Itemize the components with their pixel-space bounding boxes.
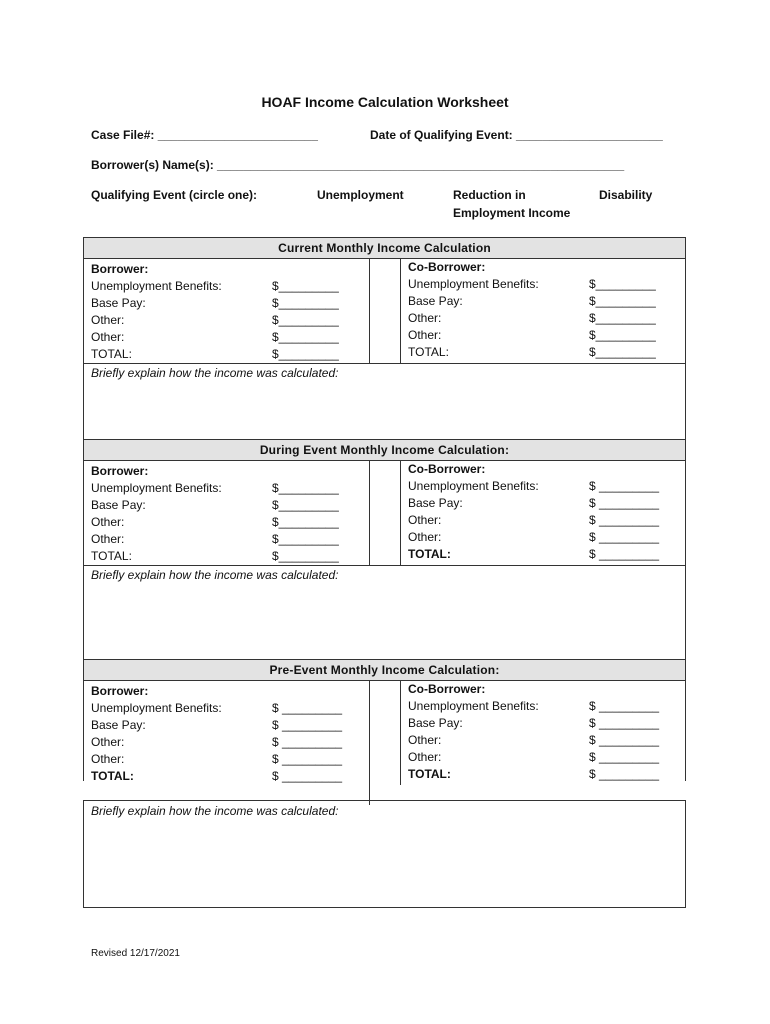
row-label: Other: <box>408 328 442 342</box>
pre-event-explanation-box <box>83 800 686 908</box>
income-columns <box>84 259 685 364</box>
amount-field[interactable]: $ _________ <box>589 513 660 527</box>
row-label: Unemployment Benefits: <box>91 701 222 715</box>
option-reduction-line1[interactable]: Reduction in <box>453 188 526 202</box>
row-label: Unemployment Benefits: <box>91 279 222 293</box>
column-divider <box>400 461 401 565</box>
borrower-title: Borrower: <box>91 464 149 478</box>
row-label: Base Pay: <box>408 496 463 510</box>
row-label: TOTAL: <box>408 767 451 781</box>
amount-field[interactable]: $ _________ <box>589 767 660 781</box>
amount-field[interactable]: $_________ <box>272 330 339 344</box>
row-label: Base Pay: <box>91 498 146 512</box>
qualifying-event-label: Qualifying Event (circle one): <box>91 188 258 202</box>
income-columns <box>84 461 685 566</box>
during-event-income-section <box>83 439 686 660</box>
option-disability[interactable]: Disability <box>599 188 653 202</box>
amount-field[interactable]: $_________ <box>272 347 339 361</box>
date-of-qualifying-event-field[interactable]: Date of Qualifying Event: ______________________ <box>370 128 663 142</box>
row-label: Other: <box>91 532 125 546</box>
row-label: Base Pay: <box>91 296 146 310</box>
amount-field[interactable]: $_________ <box>272 313 339 327</box>
section-heading: During Event Monthly Income Calculation: <box>84 440 685 461</box>
row-label: Unemployment Benefits: <box>408 277 539 291</box>
column-divider <box>400 681 401 785</box>
row-label: Other: <box>91 752 125 766</box>
row-label: TOTAL: <box>91 769 134 783</box>
amount-field[interactable]: $_________ <box>272 549 339 563</box>
amount-field[interactable]: $ _________ <box>272 752 343 766</box>
amount-field[interactable]: $ _________ <box>272 769 343 783</box>
row-label: Other: <box>91 735 125 749</box>
amount-field[interactable]: $_________ <box>589 328 656 342</box>
amount-field[interactable]: $ _________ <box>272 735 343 749</box>
option-reduction-line2[interactable]: Employment Income <box>453 206 571 220</box>
amount-field[interactable]: $_________ <box>272 498 339 512</box>
row-label: TOTAL: <box>408 547 451 561</box>
section-heading: Pre-Event Monthly Income Calculation: <box>84 660 685 681</box>
amount-field[interactable]: $_________ <box>589 277 656 291</box>
coborrower-title: Co-Borrower: <box>408 260 486 274</box>
row-label: Base Pay: <box>91 718 146 732</box>
row-label: Base Pay: <box>408 716 463 730</box>
coborrower-title: Co-Borrower: <box>408 462 486 476</box>
amount-field[interactable]: $ _________ <box>589 530 660 544</box>
row-label: Other: <box>408 311 442 325</box>
row-label: Other: <box>91 313 125 327</box>
amount-field[interactable]: $ _________ <box>589 496 660 510</box>
amount-field[interactable]: $_________ <box>272 279 339 293</box>
row-label: Unemployment Benefits: <box>408 699 539 713</box>
option-unemployment[interactable]: Unemployment <box>317 188 404 202</box>
coborrower-column <box>408 259 678 361</box>
amount-field[interactable]: $_________ <box>272 532 339 546</box>
explanation-field[interactable]: Briefly explain how the income was calculated: <box>91 804 339 818</box>
explanation-field[interactable]: Briefly explain how the income was calculated: <box>91 366 339 380</box>
borrower-title: Borrower: <box>91 262 149 276</box>
amount-field[interactable]: $_________ <box>272 515 339 529</box>
row-label: Other: <box>408 513 442 527</box>
column-divider <box>369 681 370 805</box>
amount-field[interactable]: $ _________ <box>589 479 660 493</box>
row-label: Other: <box>408 733 442 747</box>
explanation-field[interactable]: Briefly explain how the income was calculated: <box>91 568 339 582</box>
row-label: Unemployment Benefits: <box>91 481 222 495</box>
row-label: Other: <box>91 330 125 344</box>
row-label: TOTAL: <box>91 549 132 563</box>
amount-field[interactable]: $_________ <box>589 311 656 325</box>
coborrower-column <box>408 681 678 783</box>
revision-date: Revised 12/17/2021 <box>91 948 180 959</box>
income-columns <box>84 681 685 785</box>
amount-field[interactable]: $_________ <box>589 294 656 308</box>
row-label: Other: <box>408 750 442 764</box>
amount-field[interactable]: $ _________ <box>589 750 660 764</box>
amount-field[interactable]: $ _________ <box>589 716 660 730</box>
coborrower-title: Co-Borrower: <box>408 682 486 696</box>
row-label: TOTAL: <box>408 345 449 359</box>
amount-field[interactable]: $ _________ <box>589 547 660 561</box>
pre-event-income-section <box>83 659 686 781</box>
row-label: Base Pay: <box>408 294 463 308</box>
section-heading: Current Monthly Income Calculation <box>84 238 685 259</box>
amount-field[interactable]: $ _________ <box>272 718 343 732</box>
amount-field[interactable]: $ _________ <box>272 701 343 715</box>
amount-field[interactable]: $_________ <box>589 345 656 359</box>
current-income-section <box>83 237 686 440</box>
borrower-title: Borrower: <box>91 684 149 698</box>
amount-field[interactable]: $_________ <box>272 296 339 310</box>
coborrower-column <box>408 461 678 563</box>
row-label: Other: <box>408 530 442 544</box>
page-title: HOAF Income Calculation Worksheet <box>261 94 509 110</box>
amount-field[interactable]: $_________ <box>272 481 339 495</box>
row-label: TOTAL: <box>91 347 132 361</box>
borrower-column <box>91 683 361 785</box>
column-divider <box>369 461 370 565</box>
row-label: Unemployment Benefits: <box>408 479 539 493</box>
column-divider <box>400 259 401 363</box>
row-label: Other: <box>91 515 125 529</box>
borrower-names-field[interactable]: Borrower(s) Name(s): _____________________________________________________________ <box>91 158 625 172</box>
column-divider <box>369 259 370 363</box>
amount-field[interactable]: $ _________ <box>589 733 660 747</box>
amount-field[interactable]: $ _________ <box>589 699 660 713</box>
borrower-column <box>91 261 361 363</box>
case-file-field[interactable]: Case File#: ________________________ <box>91 128 318 142</box>
borrower-column <box>91 463 361 565</box>
